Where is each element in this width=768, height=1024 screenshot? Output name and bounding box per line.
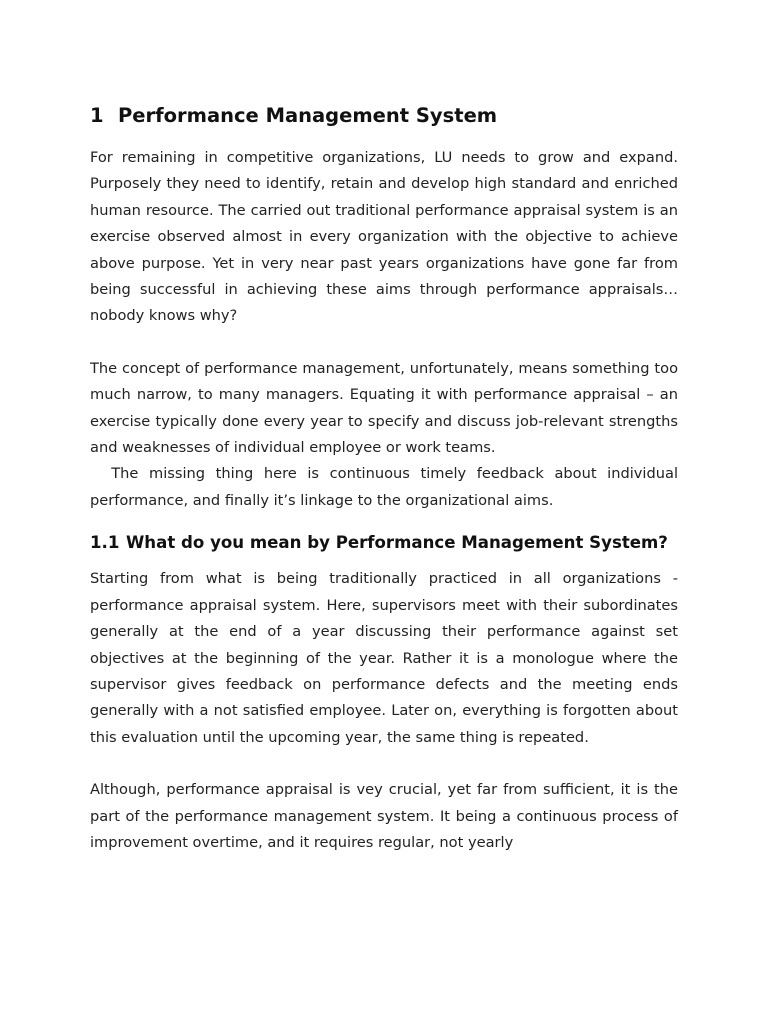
- paragraph: For remaining in competitive organizations, LU needs to grow and expand. Purposely they need to identify, retain and develop high standard and enriched human resource. The carried out traditional performance appraisal system is an exercise observed almost in every organization with the objective to achieve above purpose. Yet in very near past years organizations have gone far from being successful in achieving these aims through performance appraisals… nobody knows why?: [90, 149, 678, 325]
- subsection-title: What do you mean by Performance Management System?: [126, 533, 668, 553]
- section-title: Performance Management System: [118, 104, 498, 127]
- paragraph: The concept of performance management, unfortunately, means something too much narrow, to many managers. Equating it with performance appraisal – an exercise typically done every year to specify and discuss job-relevant strengths and weaknesses of individual employee or work teams.: [90, 359, 678, 457]
- subsection-number: 1.1: [90, 533, 120, 553]
- paragraph: Although, performance appraisal is vey crucial, yet far from sufficient, it is the part of the performance management system. It being a continuous process of improvement overtime, and it requires regular, not yearly: [90, 781, 678, 851]
- paragraph-spacer: [90, 330, 678, 356]
- section-number: 1: [90, 104, 104, 127]
- paragraph-spacer: [90, 751, 678, 777]
- paragraph: Starting from what is being traditionally practiced in all organizations - performance appraisal system. Here, supervisors meet with their subordinates generally at the end of a year discussing their performance against set objectives at the beginning of the year. Rather it is a monologue where the supervisor gives feedback on performance defects and the meeting ends generally with a not satisfied employee. Later on, everything is forgotten about this evaluation until the upcoming year, the same thing is repeated.: [90, 570, 678, 746]
- subsection-heading: [90, 533, 678, 553]
- paragraph: The missing thing here is continuous timely feedback about individual performance, and finally it’s linkage to the organizational aims.: [90, 465, 683, 509]
- section-heading: [90, 101, 678, 131]
- document-body: [90, 101, 683, 856]
